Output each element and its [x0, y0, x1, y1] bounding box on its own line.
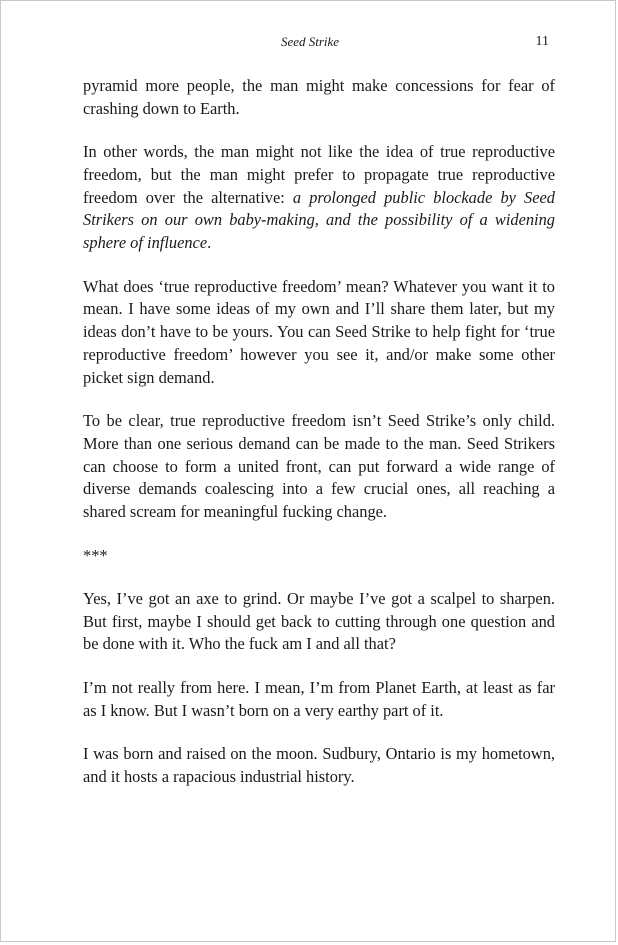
paragraph-italic-text: a prolonged public blockade by Seed Strikers on our own baby-making, and the possibility of a widening sphere of influence: [83, 187, 555, 253]
section-separator: ***: [83, 545, 108, 565]
page-number: 11: [535, 34, 549, 49]
paragraph-text: .: [207, 233, 212, 253]
paragraph-text: In other words, the man might not like the idea of true reproductive freedom, but the man might prefer to propagate true reproductive freedom over the alternative:: [83, 142, 555, 207]
paragraph: pyramid more people, the man might make concessions for fear of crashing down to Earth.: [83, 76, 555, 118]
paragraph: [83, 141, 555, 255]
paragraph: I’m not really from here. I mean, I’m from Planet Earth, at least as far as I know. But I wasn’t born on a very earthy part of it.: [83, 677, 555, 720]
paragraph: What does ‘true reproductive freedom’ mean? Whatever you want it to mean. I have some ideas of my own and I’ll share them later, but my ideas don’t have to be yours. You can Seed Strike to help fight for ‘true reproductive freedom’ however you see it, and/or make some other picket sign demand.: [83, 276, 555, 387]
body-text: [83, 75, 555, 809]
paragraph: To be clear, true reproductive freedom isn’t Seed Strike’s only child. More than one serious demand can be made to the man. Seed Strikers can choose to form a united front, can put forward a wide range of diverse demands coalescing into a few crucial ones, all reaching a shared scream for meaningful fucking change.: [83, 411, 555, 522]
running-header-title: Seed Strike: [280, 34, 340, 49]
paragraph: I was born and raised on the moon. Sudbury, Ontario is my hometown, and it hosts a rapacious industrial history.: [83, 743, 555, 786]
paragraph: Yes, I’ve got an axe to grind. Or maybe I’ve got a scalpel to sharpen. But first, maybe I should get back to cutting through one question and be done with it. Who the fuck am I and all that?: [83, 588, 555, 654]
